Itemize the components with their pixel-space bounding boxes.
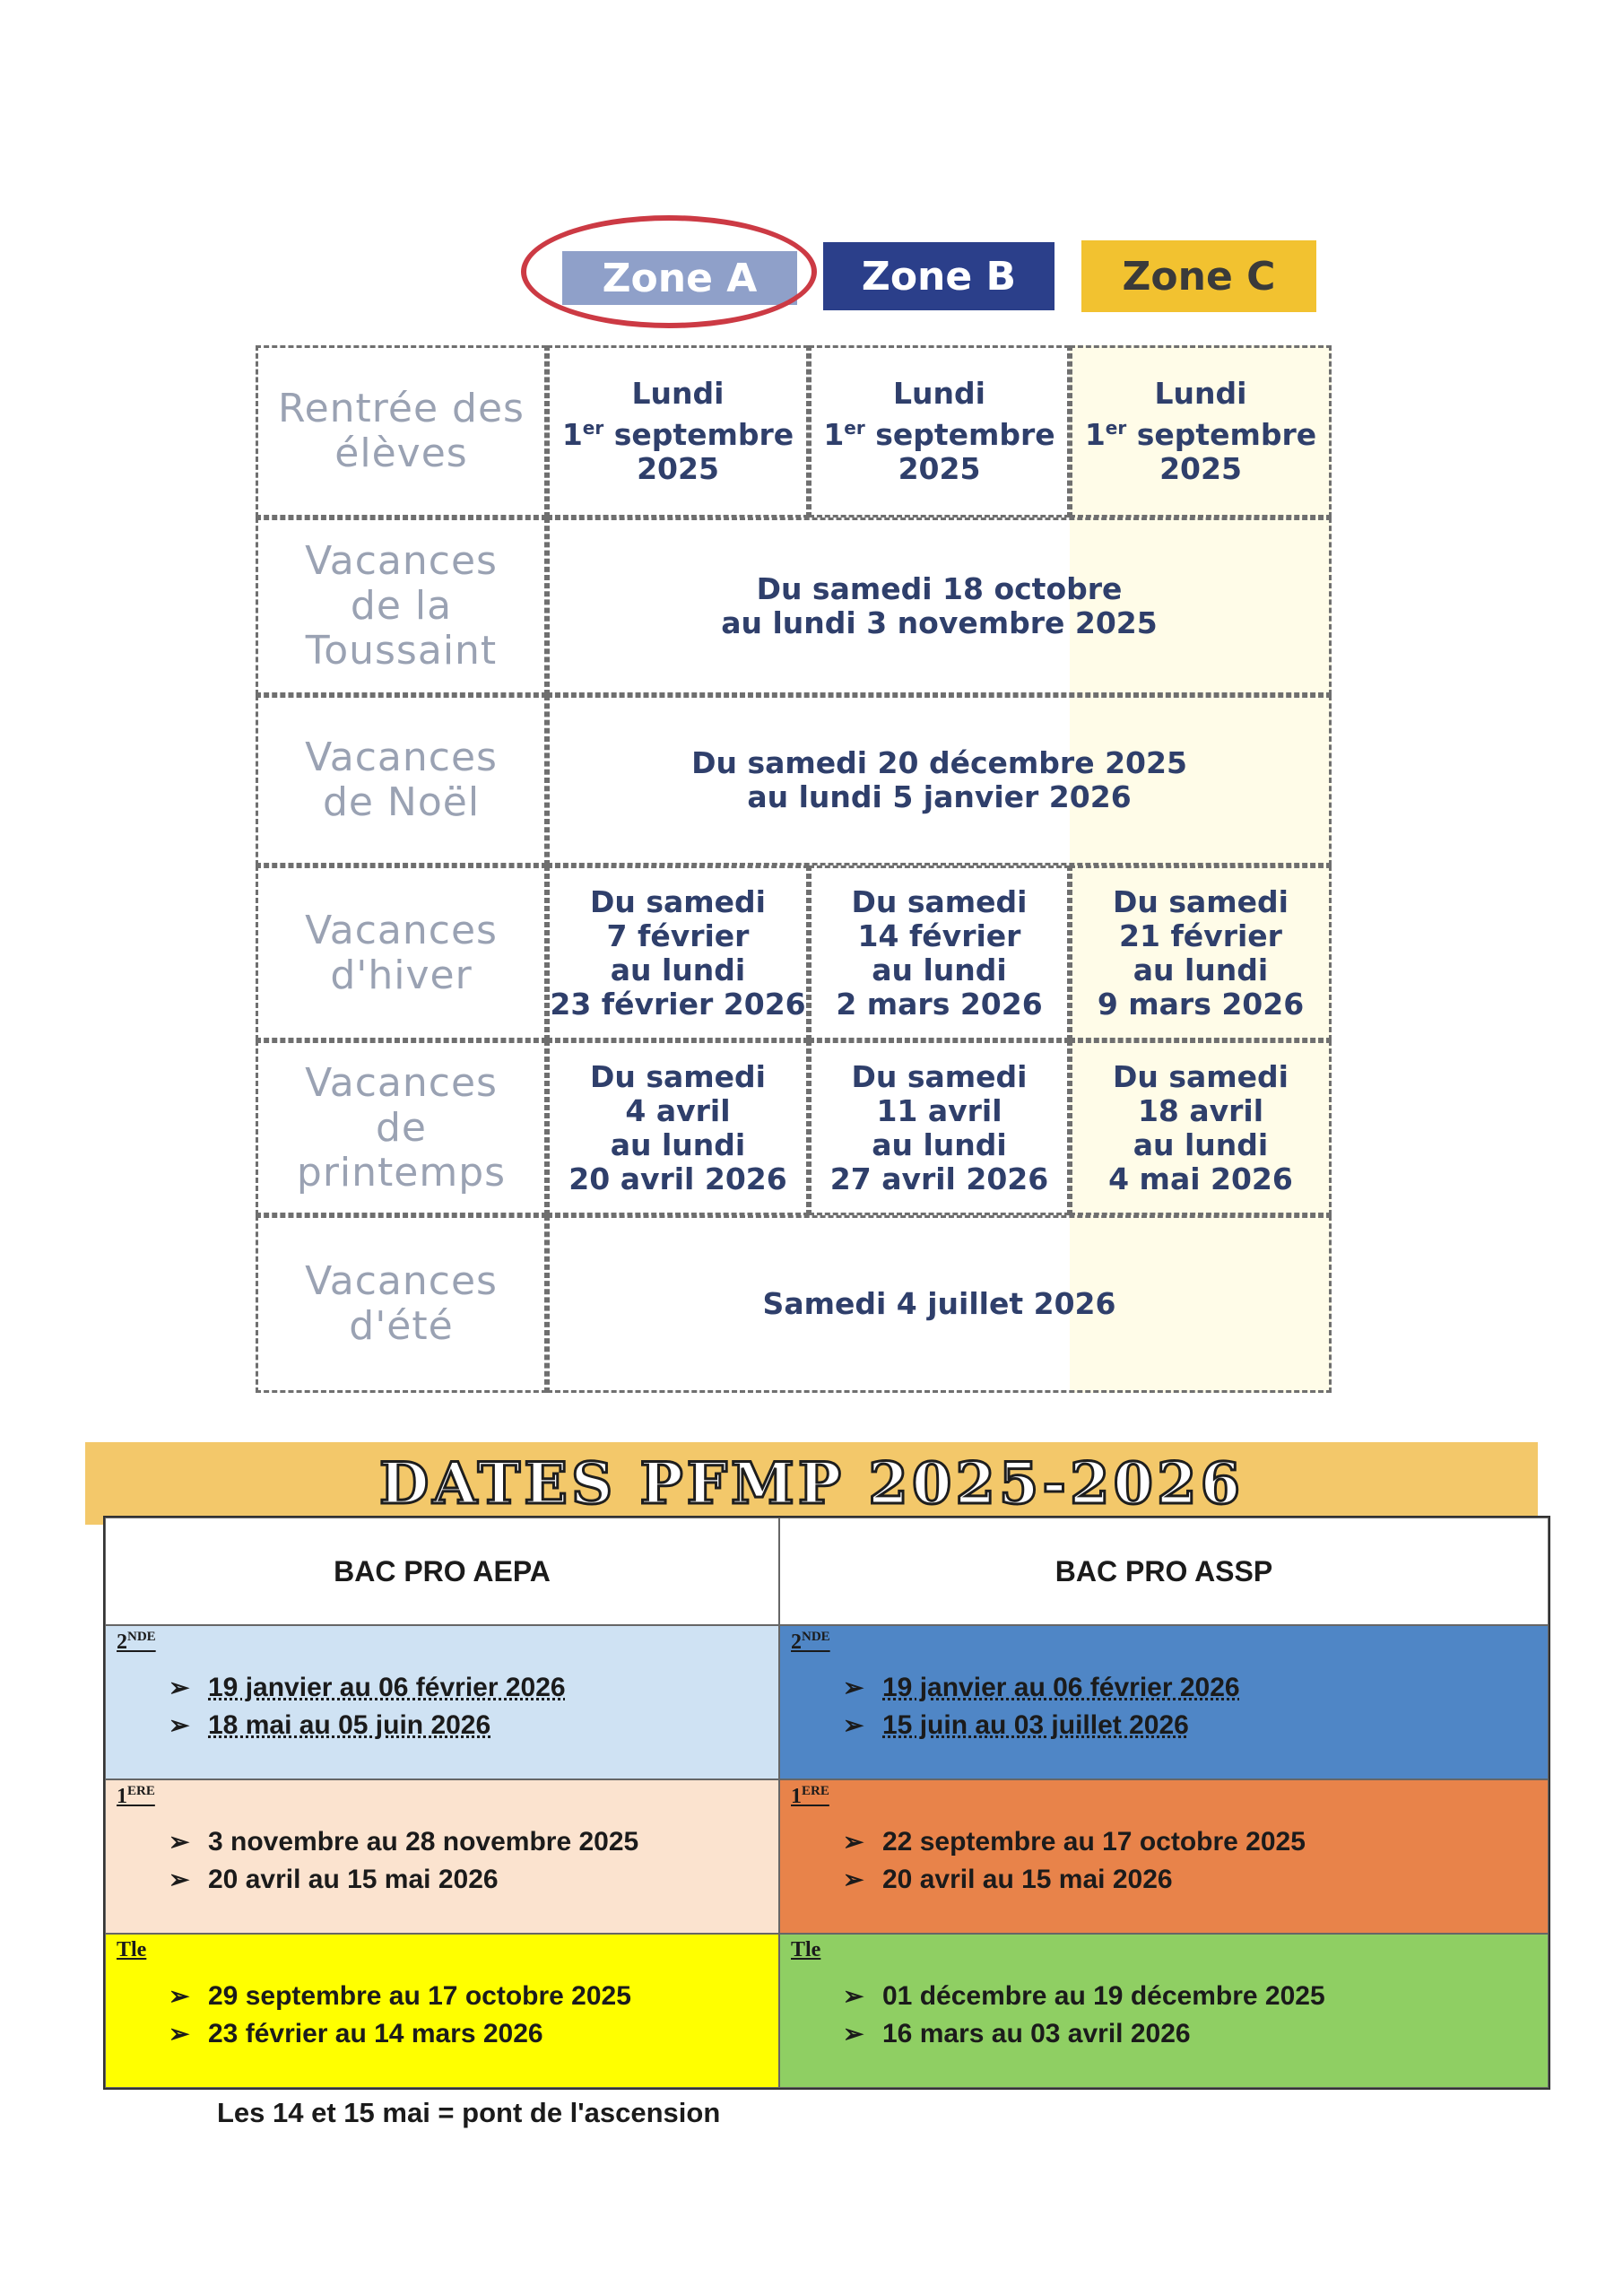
level-label: 2NDE [117, 1630, 156, 1654]
level-label: 1ERE [791, 1784, 829, 1808]
aepa-1ere-cell [105, 1779, 779, 1934]
level-label: 2NDE [791, 1630, 830, 1654]
arrow-bullet-icon: ➢ [169, 1674, 190, 1701]
arrow-bullet-icon: ➢ [843, 1866, 864, 1893]
list-item: ➢ 23 février au 14 mars 2026 [169, 2015, 631, 2053]
list-item: ➢ 16 mars au 03 avril 2026 [843, 2015, 1325, 2053]
zone-a-badge: Zone A [562, 251, 797, 305]
arrow-bullet-icon: ➢ [843, 1711, 864, 1739]
arrow-bullet-icon: ➢ [169, 1711, 190, 1739]
zone-b-badge: Zone B [823, 242, 1055, 310]
list-item: ➢ 22 septembre au 17 octobre 2025 [843, 1823, 1306, 1861]
pfmp-table [103, 1516, 1550, 2090]
school-calendar-grid [256, 345, 1332, 1393]
zone-a-cell: Lundi 1er septembre 2025 [547, 345, 809, 517]
arrow-bullet-icon: ➢ [843, 1828, 864, 1856]
zone-c-cell: Du samedi 21 février au lundi 9 mars 2026 [1070, 865, 1332, 1040]
pfmp-title: DATES PFMP 2025-2026 [378, 1449, 1245, 1518]
arrow-bullet-icon: ➢ [843, 2020, 864, 2048]
list-item: ➢ 20 avril au 15 mai 2026 [169, 1861, 638, 1899]
date-list [843, 1823, 1306, 1899]
level-label: Tle [791, 1938, 821, 1961]
row-hiver [256, 865, 1332, 1040]
level-label: Tle [117, 1938, 147, 1961]
assp-tle-cell [779, 1934, 1549, 2088]
list-item: ➢ 01 décembre au 19 décembre 2025 [843, 1978, 1325, 2015]
column-header-aepa: BAC PRO AEPA [105, 1518, 779, 1625]
date-list [169, 1823, 638, 1899]
zone-b-cell: Du samedi 14 février au lundi 2 mars 2026 [809, 865, 1070, 1040]
zone-c-badge: Zone C [1081, 240, 1316, 312]
list-item: ➢ 29 septembre au 17 octobre 2025 [169, 1978, 631, 2015]
row-toussaint [256, 517, 1332, 695]
arrow-bullet-icon: ➢ [169, 1982, 190, 2010]
row-label: Vacances de la Toussaint [256, 517, 547, 695]
all-zones-cell: Du samedi 20 décembre 2025 au lundi 5 janvier 2026 [547, 695, 1332, 865]
list-item: ➢ 15 juin au 03 juillet 2026 [843, 1707, 1240, 1744]
list-item: ➢ 20 avril au 15 mai 2026 [843, 1861, 1306, 1899]
date-list [169, 1978, 631, 2053]
zone-c-cell: Du samedi 18 avril au lundi 4 mai 2026 [1070, 1040, 1332, 1215]
date-list [169, 1669, 566, 1744]
aepa-2nde-cell [105, 1625, 779, 1779]
date-list [843, 1978, 1325, 2053]
list-item: ➢ 19 janvier au 06 février 2026 [169, 1669, 566, 1707]
row-label: Rentrée des élèves [256, 345, 547, 517]
arrow-bullet-icon: ➢ [169, 1866, 190, 1893]
row-label: Vacances de Noël [256, 695, 547, 865]
arrow-bullet-icon: ➢ [843, 1674, 864, 1701]
all-zones-cell: Samedi 4 juillet 2026 [547, 1215, 1332, 1393]
zone-a-highlight-circle [521, 215, 817, 328]
row-label: Vacances d'hiver [256, 865, 547, 1040]
date-list [843, 1669, 1240, 1744]
zone-b-cell: Du samedi 11 avril au lundi 27 avril 2026 [809, 1040, 1070, 1215]
zone-a-cell: Du samedi 7 février au lundi 23 février 2026 [547, 865, 809, 1040]
list-item: ➢ 19 janvier au 06 février 2026 [843, 1669, 1240, 1707]
all-zones-cell: Du samedi 18 octobre au lundi 3 novembre 2025 [547, 517, 1332, 695]
list-item: ➢ 18 mai au 05 juin 2026 [169, 1707, 566, 1744]
zone-c-cell: Lundi 1er septembre 2025 [1070, 345, 1332, 517]
row-rentree [256, 345, 1332, 517]
footnote: Les 14 et 15 mai = pont de l'ascension [217, 2097, 721, 2128]
row-noel [256, 695, 1332, 865]
arrow-bullet-icon: ➢ [169, 1828, 190, 1856]
zone-b-cell: Lundi 1er septembre 2025 [809, 345, 1070, 517]
zone-a-cell: Du samedi 4 avril au lundi 20 avril 2026 [547, 1040, 809, 1215]
assp-1ere-cell [779, 1779, 1549, 1934]
aepa-tle-cell [105, 1934, 779, 2088]
row-printemps [256, 1040, 1332, 1215]
column-header-assp: BAC PRO ASSP [779, 1518, 1549, 1625]
level-label: 1ERE [117, 1784, 155, 1808]
arrow-bullet-icon: ➢ [169, 2020, 190, 2048]
assp-2nde-cell [779, 1625, 1549, 1779]
list-item: ➢ 3 novembre au 28 novembre 2025 [169, 1823, 638, 1861]
row-label: Vacances de printemps [256, 1040, 547, 1215]
arrow-bullet-icon: ➢ [843, 1982, 864, 2010]
row-ete [256, 1215, 1332, 1393]
row-label: Vacances d'été [256, 1215, 547, 1393]
